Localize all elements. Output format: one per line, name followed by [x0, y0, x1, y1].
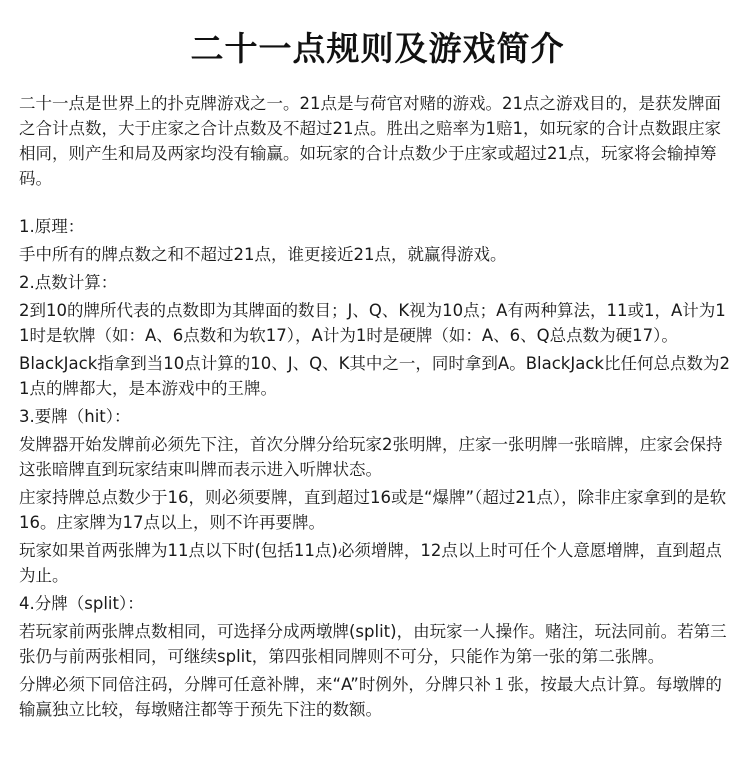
- section-paragraph: 手中所有的牌点数之和不超过21点，谁更接近21点，就赢得游戏。: [19, 245, 507, 264]
- section-split: [19, 591, 736, 722]
- section-principle: [19, 214, 736, 267]
- section-heading: 3.要牌（hit）：: [19, 407, 131, 426]
- page-title: 二十一点规则及游戏简介: [190, 29, 565, 68]
- section-heading: 2.点数计算：: [19, 273, 118, 292]
- section-paragraph: 若玩家前两张牌点数相同，可选择分成两墩牌(split)，由玩家一人操作。赌注，玩法同前。若第三张仍与前两张相同，可继续split，第四张相同牌则不可分，只能作为第一张的第二张牌。: [19, 622, 727, 666]
- section-paragraph: 2到10的牌所代表的点数即为其牌面的数目；J、Q、K视为10点；A有两种算法，11或1，A计为11时是软牌（如：A、6点数和为软17），A计为1时是硬牌（如：A、6、Q总点数为硬17）。: [19, 301, 726, 345]
- rules-sections: [19, 214, 736, 722]
- section-hit: [19, 404, 736, 588]
- section-point-calculation: [19, 270, 736, 401]
- section-paragraph: 玩家如果首两张牌为11点以下时(包括11点)必须增牌，12点以上时可任个人意愿增牌，直到超点为止。: [19, 541, 722, 585]
- section-heading: 4.分牌（split）：: [19, 594, 144, 613]
- section-paragraph: BlackJack指拿到当10点计算的10、J、Q、K其中之一，同时拿到A。BlackJack比任何总点数为21点的牌都大，是本游戏中的王牌。: [19, 354, 730, 398]
- section-heading: 1.原理：: [19, 217, 85, 236]
- section-paragraph: 发牌器开始发牌前必须先下注，首次分牌分给玩家2张明牌，庄家一张明牌一张暗牌，庄家会保持这张暗牌直到玩家结束叫牌而表示进入听牌状态。: [19, 435, 723, 479]
- section-paragraph: 庄家持牌总点数少于16，则必须要牌，直到超过16或是“爆牌”（超过21点），除非庄家拿到的是软16。庄家牌为17点以上，则不许再要牌。: [19, 488, 727, 532]
- section-paragraph: 分牌必须下同倍注码，分牌可任意补牌，来“A”时例外，分牌只补１张，按最大点计算。每墩牌的输赢独立比较，每墩赌注都等于预先下注的数额。: [19, 675, 722, 719]
- intro-paragraph: 二十一点是世界上的扑克牌游戏之一。21点是与荷官对赌的游戏。21点之游戏目的，是获发牌面之合计点数，大于庄家之合计点数及不超过21点。胜出之赔率为1赔1，如玩家的合计点数跟庄家相同，则产生和局及两家均没有输赢。如玩家的合计点数少于庄家或超过21点，玩家将会输掉筹码。: [19, 94, 721, 188]
